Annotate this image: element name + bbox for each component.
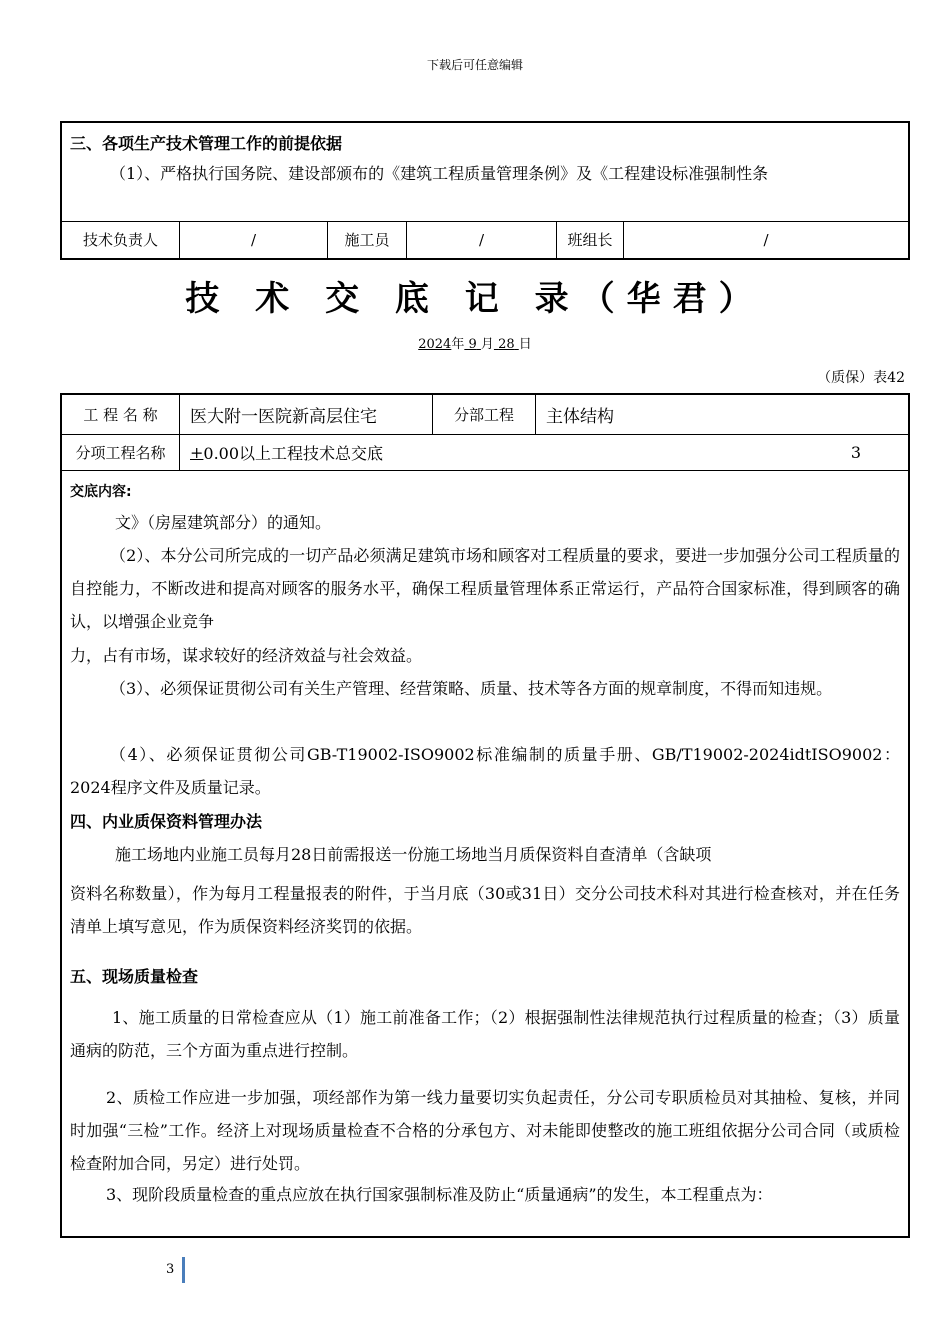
main-record-box bbox=[60, 393, 910, 1238]
section3-para1: （1）、严格执行国务院、建设部颁布的《建筑工程质量管理条例》及《工程建设标准强制性条 bbox=[110, 164, 769, 183]
date-month-value: 9 bbox=[468, 337, 477, 352]
content-p2b: 力，占有市场，谋求较好的经济效益与社会效益。 bbox=[70, 646, 423, 665]
content-p1: 文》（房屋建筑部分）的通知。 bbox=[115, 513, 332, 532]
date-month bbox=[464, 337, 481, 352]
page-number-bar bbox=[182, 1257, 185, 1283]
content-p4: （4）、必须保证贯彻公司GB-T19002-ISO9002标准编制的质量手册、GB/T19002-2024idtISO9002：2024程序文件及质量记录。 bbox=[70, 745, 900, 797]
builder-label: 施工员 bbox=[327, 222, 406, 258]
content-label: 交底内容: bbox=[70, 484, 132, 500]
page-number: 3 bbox=[166, 1262, 175, 1277]
content-p3: （3）、必须保证贯彻公司有关生产管理、经营策略、质量、技术等各方面的规章制度，不得而知违规。 bbox=[110, 679, 833, 698]
date-day bbox=[494, 337, 519, 352]
section4-p2: 资料名称数量），作为每月工程量报表的附件，于当月底（30或31日）交分公司技术科对其进行检查核对，并在任务清单上填写意见，作为质保资料经济奖罚的依据。 bbox=[70, 884, 900, 936]
project-name-value: 医大附一医院新高层住宅 bbox=[179, 395, 432, 434]
record-date bbox=[0, 333, 950, 352]
date-day-label: 日 bbox=[518, 337, 532, 352]
section3-box bbox=[60, 121, 910, 260]
section5-p2: 2、质检工作应进一步加强，项经部作为第一线力量要切实负起责任，分公司专职质检员对其抽检、复核，并同时加强“三检”工作。经济上对现场质量检查不合格的分承包方、对未能即使整改的施工班组依据分公司合同（或质检检查附加合同，另定）进行处罚。 bbox=[70, 1088, 900, 1173]
team-leader-label: 班组长 bbox=[556, 222, 623, 258]
team-leader-value: / bbox=[623, 222, 908, 258]
section5-title: 五、现场质量检查 bbox=[70, 967, 199, 986]
content-p2a: （2）、本分公司所完成的一切产品必须满足建筑市场和顾客对工程质量的要求，要进一步加强分公司工程质量的自控能力，不断改进和提高对顾客的服务水平，确保工程质量管理体系正常运行，产品符合国家标准，得到顾客的确认，以增强企业竞争 bbox=[70, 546, 900, 631]
tech-lead-label: 技术负责人 bbox=[82, 231, 158, 249]
item-name-value: + 0.00以上工程技术总交底 bbox=[179, 434, 848, 470]
item-name-label: 分项工程名称 bbox=[75, 443, 166, 462]
project-name-label: 工 程 名 称 bbox=[83, 406, 158, 424]
signature-row bbox=[62, 221, 908, 258]
date-month-label: 月 bbox=[480, 337, 494, 352]
section4-title: 四、内业质保资料管理办法 bbox=[70, 812, 263, 831]
section4-p1: 施工场地内业施工员每月28日前需报送一份施工场地当月质保资料自查清单（含缺项 bbox=[115, 845, 712, 864]
item-page: 3 bbox=[850, 442, 862, 462]
project-row bbox=[62, 395, 908, 435]
section5-p3: 3、现阶段质量检查的重点应放在执行国家强制标准及防止“质量通病”的发生，本工程重点为： bbox=[106, 1185, 773, 1204]
document-title: 技 术 交 底 记 录（华君） bbox=[185, 279, 765, 319]
item-row bbox=[62, 434, 908, 471]
section5-p1: 1、施工质量的日常检查应从（1）施工前准备工作；（2）根据强制性法律规范执行过程质量的检查；（3）质量通病的防范，三个方面为重点进行控制。 bbox=[70, 1008, 900, 1060]
builder-value: / bbox=[406, 222, 556, 258]
sub-project-value: 主体结构 bbox=[535, 395, 908, 434]
date-year: 2024 bbox=[418, 337, 452, 352]
sub-project-label: 分部工程 bbox=[432, 395, 535, 434]
section3-title: 三、各项生产技术管理工作的前提依据 bbox=[70, 134, 343, 153]
form-number: （质保）表42 bbox=[817, 370, 905, 386]
tech-lead-value: / bbox=[179, 222, 327, 258]
date-year-label: 年 bbox=[451, 337, 465, 352]
date-day-value: 28 bbox=[498, 337, 515, 352]
header-note: 下载后可任意编辑 bbox=[426, 58, 523, 72]
